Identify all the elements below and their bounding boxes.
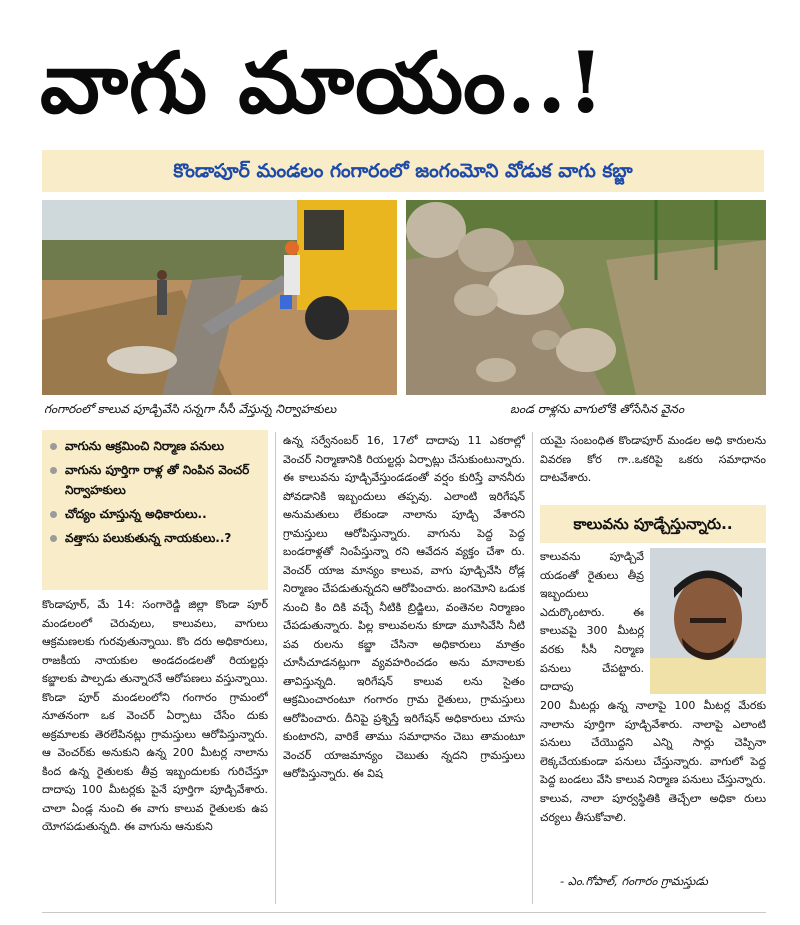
highlights-box [42,430,268,590]
portrait-photo [650,548,766,694]
column-divider [532,432,533,904]
bottom-rule [42,912,766,913]
sidebox-quote-part-2: 200 మీటర్లు ఉన్న నాలాపై 100 మీటర్ల మేరకు నాలాను పూర్తిగా పూడ్చివేశారు. నాలాపై ఎలాంటి పనులు చేయొద్దని ఎన్ని సార్లు చెప్పినా లెక్కచేయకుండా పనులు చేస్తున్నారు. వాగులో పెద్ద పెద్ద బండలు వేసి కాలువ నిర్మాణ పనులు చేస్తున్నారు. కాలువ, నాలా పూర్వస్థితికి తెచ్చేలా అధికా రులు చర్యలు తీసుకోవాలి. [540,699,766,824]
headline: వాగు మాయం..! [40,33,606,132]
column-divider [275,432,276,904]
highlight-item: చోద్యం చూస్తున్న అధికారులు.. [48,504,264,524]
bullet-icon [50,467,57,474]
bullet-icon [50,443,57,450]
article-column-2: ఉన్న సర్వేనంబర్‌ 16, 17లో దాదాపు 11 ఎకరాల్లో వెంచర్‌ నిర్మాణానికి రియల్టర్లు ఏర్పాట్లు చేసుకుంటున్నారు. ఈ కాలువను పూడ్చివేస్తుండడంతో వర్షం కురిస్తే వాననీరు పోవడానికి ఇబ్బందులు తప్పవు. ఎలాంటి ఇరిగేషన్‌ అనుమతులు లేకుండా నాలాను పూడ్చి వేశారని గ్రామస్తులు ఆరోపిస్తున్నారు. వాగును పెద్ద పెద్ద బండరాళ్లతో నింపేస్తున్నా రని ఆవేదన వ్యక్తం చేశా రు. వెంచర్‌ యాజ మాన్యం కాలువ, వాగు పూడ్చివేసి రోడ్ల నిర్మాణం చేపడుతున్నదని ఆరోపించారు. జంగమోని ఒడుక నుంచి కిం దికి వచ్చే నీటికి బ్రిడ్జిలు, వంతెనల నిర్మాణం చేపడుతున్నారు. పిల్ల కాలువలను కూడా మూసివేసి నీటి పవ రులను కబ్జా చేసినా అధికారులు మాత్రం చూసీచూడనట్లుగా వ్యవహరించడం అను మానాలకు తావిస్తున్నది. ఇరిగేషన్‌ కాలువ లను సైతం ఆక్రమించారంటూ గంగారం గ్రామ రైతులు, గ్రామస్తులు ఆరోపించారు. దీనిపై ప్రశ్నిస్తే ఇరిగేషన్‌ అధికారులు చూసు కుంటారని, వారికే తాము సమాధానం చెబు తామంటూ వెంచర్‌ యాజమాన్యం చెబుతు న్నదని గ్రామస్తులు ఆరోపిస్తున్నారు. ఈ విష [283,434,525,780]
sidebox-quote-part-1: కాలువను పూడ్చివే యడంతో రైతులు తీవ్ర ఇబ్బందులు ఎదుర్కొంటారు. ఈ కాలువపై 300 మీటర్ల వరకు సీసీ నిర్మాణ పనులు చేపట్టారు. దాదాపు [540,550,644,694]
sidebox-byline: - ఎం.గోపాల్‌, గంగారం గ్రామస్తుడు [560,874,708,888]
sidebox-title: కాలువను పూడ్చేస్తున్నారు.. [540,505,766,543]
article-column-1: కొండాపూర్‌, మే 14: సంగారెడ్డి జిల్లా కొండా పూర్‌ మండలంలో చెరువులు, కాలువలు, వాగులు ఆక్రమణలకు గురవుతున్నాయి. కొం దరు అధికారులు, రాజకీయ నాయకుల అండదండలతో రియల్టర్లు కబ్జాలకు పాల్పడు తున్నారనే ఆరోపణలు వస్తున్నాయి. కొండా పూర్‌ మండలంలోని గంగారం గ్రామంలో నూతనంగా ఒక వెంచర్‌ ఏర్పాటు చేసేం దుకు అక్రమాలకు తెరలేపినట్లు గ్రామస్తులు ఆరోపిస్తున్నారు. ఆ వెంచర్‌కు అనుకుని ఉన్న 200 మీటర్ల నాలాను కింద ఉన్న రైతులకు తీవ్ర ఇబ్బందులకు గురిచేస్తూ దాదాపు 100 మీటర్లకు పైనే పూర్తిగా పూడ్చివేశారు. చాలా ఏండ్ల నుంచి ఈ వాగు కాలువ రైతులకు ఉప యోగపడుతున్నది. ఈ వాగును ఆనుకుని [42,598,268,833]
highlight-item: వాగును ఆక్రమించి నిర్మాణ పనులు [48,436,264,456]
subheadline: కొండాపూర్‌ మండలం గంగారంలో జంగంమోని వోడుక వాగు కబ్జా [42,150,764,192]
left-photo-caption: గంగారంలో కాలువ పూడ్చివేసి సన్నగా సీసీ వేస్తున్న నిర్వాహకులు [44,402,337,416]
boulders-photo [406,200,766,395]
construction-photo [42,200,397,395]
right-photo-caption: బండ రాళ్లను వాగులోకి తోసేసిన వైనం [510,402,685,416]
highlight-item: వత్తాసు పలుకుతున్న నాయకులు..? [48,528,264,548]
bullet-icon [50,535,57,542]
bullet-icon [50,511,57,518]
article-column-3: యమై సంబంధిత కొండాపూర్‌ మండల అధి కారులను వివరణ కోర గా..ఒకరిపై ఒకరు సమాధానం దాటవేశారు. [540,434,766,484]
highlight-item: వాగును పూర్తిగా రాళ్ల తో నింపిన వెంచర్‌ నిర్వాహకులు [48,460,264,500]
